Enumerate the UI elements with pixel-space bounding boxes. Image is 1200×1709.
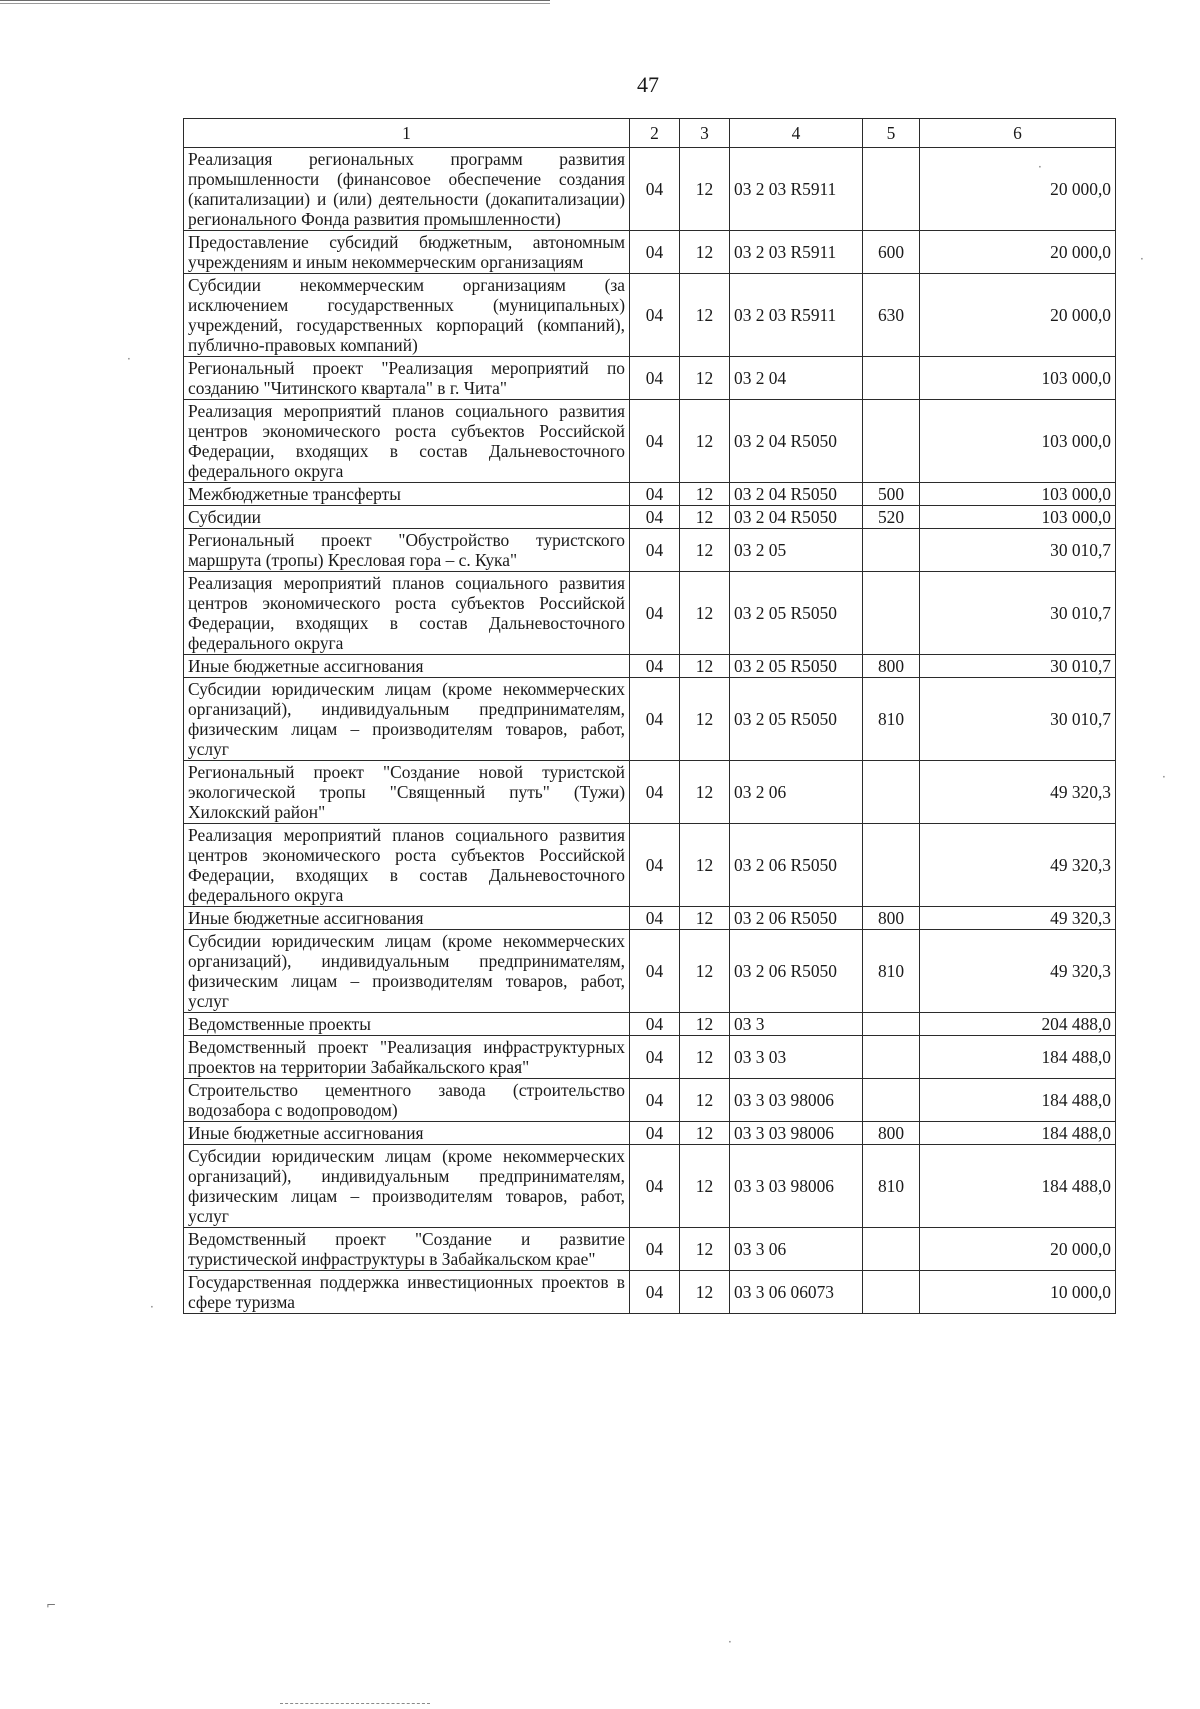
cell-expense-type [863, 761, 920, 824]
cell-name: Субсидии юридическим лицам (кроме некоммерческих организаций), индивидуальным предпринимателям, физическим лицам – производителям товаров, работ, услуг [184, 1145, 630, 1228]
cell-subsection: 12 [680, 572, 730, 655]
cell-subsection: 12 [680, 231, 730, 274]
scan-speck: · [1162, 770, 1166, 784]
cell-subsection: 12 [680, 1228, 730, 1271]
cell-section: 04 [630, 400, 680, 483]
cell-section: 04 [630, 483, 680, 506]
cell-subsection: 12 [680, 529, 730, 572]
cell-section: 04 [630, 1271, 680, 1314]
cell-expense-type [863, 400, 920, 483]
cell-expense-type: 800 [863, 1122, 920, 1145]
cell-target-article: 03 3 03 98006 [730, 1145, 863, 1228]
cell-subsection: 12 [680, 483, 730, 506]
cell-section: 04 [630, 1228, 680, 1271]
cell-name: Субсидии юридическим лицам (кроме некоммерческих организаций), индивидуальным предпринимателям, физическим лицам – производителям товаров, работ, услуг [184, 678, 630, 761]
cell-subsection: 12 [680, 655, 730, 678]
header-col-2: 2 [630, 119, 680, 148]
cell-subsection: 12 [680, 1013, 730, 1036]
cell-name: Реализация мероприятий планов социального развития центров экономического роста субъектов Российской Федерации, входящих в состав Дальневосточного федерального округа [184, 572, 630, 655]
cell-expense-type [863, 1036, 920, 1079]
cell-section: 04 [630, 572, 680, 655]
cell-expense-type [863, 1013, 920, 1036]
cell-target-article: 03 3 03 [730, 1036, 863, 1079]
header-col-3: 3 [680, 119, 730, 148]
cell-target-article: 03 2 04 R5050 [730, 400, 863, 483]
page-number: 47 [637, 72, 659, 97]
scan-speck: · [1038, 160, 1042, 174]
cell-subsection: 12 [680, 1122, 730, 1145]
cell-subsection: 12 [680, 274, 730, 357]
cell-name: Реализация мероприятий планов социального развития центров экономического роста субъектов Российской Федерации, входящих в состав Дальневосточного федерального округа [184, 400, 630, 483]
cell-amount: 103 000,0 [920, 506, 1116, 529]
cell-target-article: 03 2 05 [730, 529, 863, 572]
cell-subsection: 12 [680, 400, 730, 483]
scan-speck: · [150, 1300, 154, 1314]
cell-section: 04 [630, 678, 680, 761]
cell-name: Предоставление субсидий бюджетным, автономным учреждениям и иным некоммерческим организациям [184, 231, 630, 274]
table-row [184, 1122, 1116, 1145]
budget-table [183, 118, 1116, 1314]
cell-target-article: 03 2 04 [730, 357, 863, 400]
header-col-5: 5 [863, 119, 920, 148]
cell-name: Реализация региональных программ развития промышленности (финансовое обеспечение создания (капитализации) и (или) деятельности (докапитализации) регионального Фонда развития промышленности) [184, 148, 630, 231]
cell-expense-type: 810 [863, 678, 920, 761]
cell-target-article: 03 2 06 [730, 761, 863, 824]
cell-subsection: 12 [680, 1271, 730, 1314]
cell-expense-type [863, 148, 920, 231]
scan-speck: · [728, 1635, 732, 1649]
cell-name: Ведомственные проекты [184, 1013, 630, 1036]
cell-subsection: 12 [680, 930, 730, 1013]
cell-expense-type: 800 [863, 907, 920, 930]
table-row [184, 824, 1116, 907]
cell-name: Субсидии юридическим лицам (кроме некоммерческих организаций), индивидуальным предпринимателям, физическим лицам – производителям товаров, работ, услуг [184, 930, 630, 1013]
table-row [184, 761, 1116, 824]
cell-target-article: 03 2 06 R5050 [730, 907, 863, 930]
cell-section: 04 [630, 1013, 680, 1036]
cell-name: Региональный проект "Обустройство туристского маршрута (тропы) Кресловая гора – с. Кука" [184, 529, 630, 572]
cell-amount: 30 010,7 [920, 572, 1116, 655]
table-row [184, 148, 1116, 231]
cell-subsection: 12 [680, 907, 730, 930]
cell-amount: 49 320,3 [920, 930, 1116, 1013]
cell-amount: 49 320,3 [920, 761, 1116, 824]
cell-amount: 103 000,0 [920, 400, 1116, 483]
cell-target-article: 03 2 03 R5911 [730, 148, 863, 231]
cell-amount: 103 000,0 [920, 357, 1116, 400]
cell-name: Ведомственный проект "Создание и развитие туристической инфраструктуры в Забайкальском крае" [184, 1228, 630, 1271]
cell-subsection: 12 [680, 506, 730, 529]
cell-subsection: 12 [680, 761, 730, 824]
table-row [184, 274, 1116, 357]
table-row [184, 357, 1116, 400]
cell-expense-type [863, 824, 920, 907]
cell-amount: 204 488,0 [920, 1013, 1116, 1036]
cell-target-article: 03 2 03 R5911 [730, 231, 863, 274]
cell-expense-type [863, 529, 920, 572]
scan-top-rule [0, 0, 550, 4]
scan-bottom-rule [280, 1703, 430, 1704]
table-row [184, 1145, 1116, 1228]
cell-section: 04 [630, 1036, 680, 1079]
cell-section: 04 [630, 148, 680, 231]
table-row [184, 1079, 1116, 1122]
scan-speck: · [1140, 252, 1144, 266]
cell-target-article: 03 2 06 R5050 [730, 930, 863, 1013]
cell-subsection: 12 [680, 824, 730, 907]
header-col-6: 6 [920, 119, 1116, 148]
cell-section: 04 [630, 529, 680, 572]
cell-target-article: 03 2 06 R5050 [730, 824, 863, 907]
cell-amount: 20 000,0 [920, 1228, 1116, 1271]
table-body [184, 148, 1116, 1314]
cell-subsection: 12 [680, 148, 730, 231]
table-row [184, 1228, 1116, 1271]
cell-target-article: 03 2 05 R5050 [730, 655, 863, 678]
cell-section: 04 [630, 824, 680, 907]
cell-section: 04 [630, 1145, 680, 1228]
table-row [184, 655, 1116, 678]
cell-amount: 184 488,0 [920, 1122, 1116, 1145]
table-header [184, 119, 1116, 148]
header-col-1: 1 [184, 119, 630, 148]
cell-name: Строительство цементного завода (строительство водозабора с водопроводом) [184, 1079, 630, 1122]
header-col-4: 4 [730, 119, 863, 148]
cell-target-article: 03 2 03 R5911 [730, 274, 863, 357]
scan-speck: ⌐ [46, 1598, 57, 1612]
cell-expense-type: 630 [863, 274, 920, 357]
cell-section: 04 [630, 655, 680, 678]
cell-amount: 10 000,0 [920, 1271, 1116, 1314]
cell-amount: 184 488,0 [920, 1079, 1116, 1122]
cell-section: 04 [630, 1122, 680, 1145]
cell-section: 04 [630, 761, 680, 824]
cell-amount: 184 488,0 [920, 1036, 1116, 1079]
cell-name: Субсидии [184, 506, 630, 529]
cell-name: Реализация мероприятий планов социального развития центров экономического роста субъектов Российской Федерации, входящих в состав Дальневосточного федерального округа [184, 824, 630, 907]
cell-expense-type: 810 [863, 1145, 920, 1228]
cell-expense-type [863, 1228, 920, 1271]
cell-section: 04 [630, 357, 680, 400]
cell-name: Региональный проект "Создание новой туристской экологической тропы "Священный путь" (Тужи) Хилокский район" [184, 761, 630, 824]
table-row [184, 483, 1116, 506]
table-row [184, 1013, 1116, 1036]
table-row [184, 572, 1116, 655]
cell-target-article: 03 2 05 R5050 [730, 678, 863, 761]
cell-expense-type [863, 1079, 920, 1122]
cell-name: Государственная поддержка инвестиционных проектов в сфере туризма [184, 1271, 630, 1314]
cell-amount: 49 320,3 [920, 824, 1116, 907]
cell-section: 04 [630, 506, 680, 529]
cell-expense-type: 810 [863, 930, 920, 1013]
cell-subsection: 12 [680, 1036, 730, 1079]
cell-amount: 49 320,3 [920, 907, 1116, 930]
cell-amount: 30 010,7 [920, 529, 1116, 572]
cell-expense-type [863, 357, 920, 400]
cell-section: 04 [630, 231, 680, 274]
cell-target-article: 03 2 04 R5050 [730, 483, 863, 506]
cell-name: Иные бюджетные ассигнования [184, 655, 630, 678]
cell-section: 04 [630, 1079, 680, 1122]
cell-target-article: 03 3 06 [730, 1228, 863, 1271]
cell-name: Ведомственный проект "Реализация инфраструктурных проектов на территории Забайкальского края" [184, 1036, 630, 1079]
cell-target-article: 03 2 04 R5050 [730, 506, 863, 529]
table-row [184, 1271, 1116, 1314]
cell-target-article: 03 2 05 R5050 [730, 572, 863, 655]
cell-name: Межбюджетные трансферты [184, 483, 630, 506]
table-row [184, 930, 1116, 1013]
table-row [184, 231, 1116, 274]
cell-expense-type [863, 1271, 920, 1314]
cell-name: Региональный проект "Реализация мероприятий по созданию "Читинского квартала" в г. Чита" [184, 357, 630, 400]
table-row [184, 907, 1116, 930]
cell-amount: 20 000,0 [920, 148, 1116, 231]
cell-amount: 30 010,7 [920, 655, 1116, 678]
cell-target-article: 03 3 03 98006 [730, 1122, 863, 1145]
cell-target-article: 03 3 [730, 1013, 863, 1036]
header-row [184, 119, 1116, 148]
cell-amount: 30 010,7 [920, 678, 1116, 761]
cell-name: Иные бюджетные ассигнования [184, 1122, 630, 1145]
cell-subsection: 12 [680, 678, 730, 761]
cell-expense-type: 800 [863, 655, 920, 678]
scan-speck: · [127, 352, 131, 366]
table-row [184, 529, 1116, 572]
cell-subsection: 12 [680, 1145, 730, 1228]
cell-expense-type [863, 572, 920, 655]
cell-amount: 20 000,0 [920, 231, 1116, 274]
cell-section: 04 [630, 274, 680, 357]
cell-amount: 20 000,0 [920, 274, 1116, 357]
cell-subsection: 12 [680, 357, 730, 400]
table-row [184, 678, 1116, 761]
cell-target-article: 03 3 03 98006 [730, 1079, 863, 1122]
table-row [184, 506, 1116, 529]
cell-name: Субсидии некоммерческим организациям (за исключением государственных (муниципальных) учреждений, государственных корпораций (компаний), публично-правовых компаний) [184, 274, 630, 357]
cell-expense-type: 500 [863, 483, 920, 506]
cell-section: 04 [630, 907, 680, 930]
cell-section: 04 [630, 930, 680, 1013]
cell-name: Иные бюджетные ассигнования [184, 907, 630, 930]
cell-amount: 103 000,0 [920, 483, 1116, 506]
cell-expense-type: 520 [863, 506, 920, 529]
table-row [184, 1036, 1116, 1079]
cell-amount: 184 488,0 [920, 1145, 1116, 1228]
cell-expense-type: 600 [863, 231, 920, 274]
cell-target-article: 03 3 06 06073 [730, 1271, 863, 1314]
cell-subsection: 12 [680, 1079, 730, 1122]
table-row [184, 400, 1116, 483]
